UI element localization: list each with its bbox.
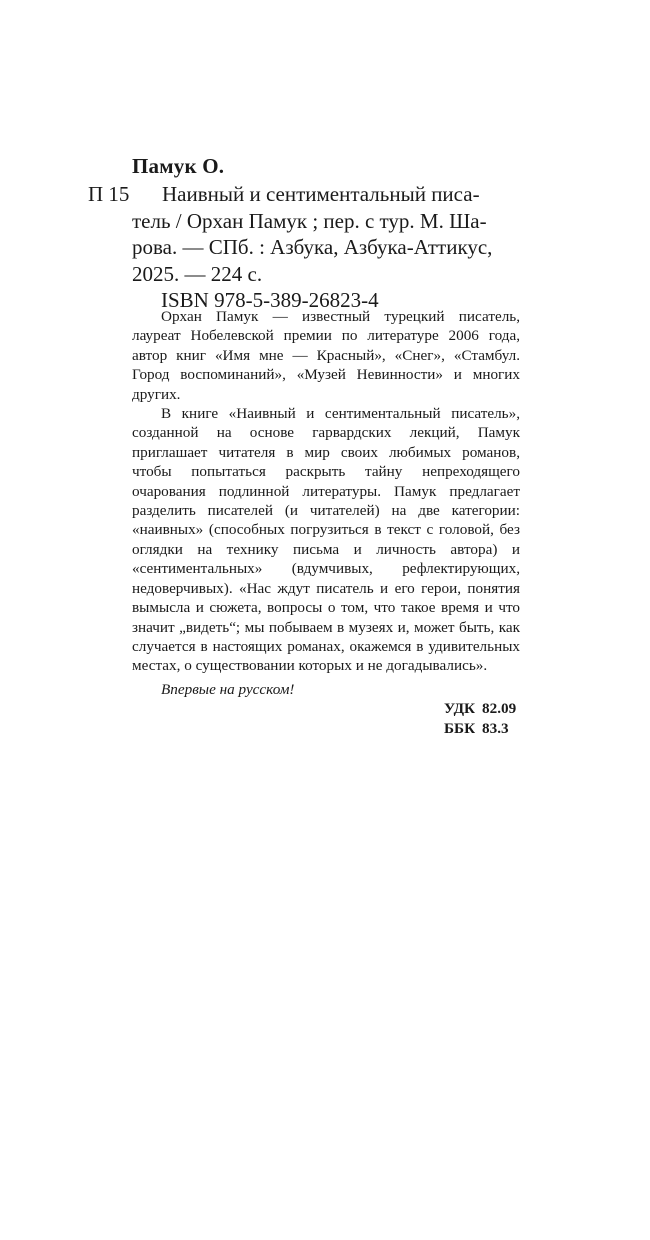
bbk-value: 83.3 <box>482 719 509 737</box>
udk-value: 82.09 <box>482 700 517 717</box>
title-line-text: Наивный и сентиментальный писа- <box>162 182 480 206</box>
first-edition-note: Впервые на русском! <box>161 681 295 698</box>
udk-label: УДК <box>444 700 476 717</box>
isbn: ISBN 978-5-389-26823-4 <box>161 288 379 312</box>
title-description <box>132 181 520 287</box>
title-line: тель / Орхан Памук ; пер. с тур. М. Ша- <box>132 208 487 233</box>
call-number: П 15 <box>88 182 130 206</box>
classification-codes <box>444 699 516 738</box>
annotation-paragraph: Орхан Памук — известный турецкий писатель, лауреат Нобелевской премии по литературе 2006 года, автор книг «Имя мне — Красный», «Снег», «Стамбул. Город воспоминаний», «Музей Невинности» и многих других. <box>132 308 520 403</box>
annotation <box>132 307 520 676</box>
author-heading: Памук О. <box>132 154 225 178</box>
bbk-row <box>444 719 516 739</box>
bbk-label: ББК <box>444 719 476 737</box>
annotation-paragraph: В книге «Наивный и сентиментальный писатель», созданной на основе гарвардских лекций, Памук приглашает читателя в мир своих любимых романов, чтобы попытаться раскрыть тайну непреходящего очарования подлинной литературы. Памук предлагает разделить писателей (и читателей) на две категории: «наивных» (способных погрузиться в текст с головой, без оглядки на технику письма и личность автора) и «сентиментальных» (вдумчивых, рефлектирующих, недоверчивых). «Нас ждут писатель и его герои, понятия вымысла и сюжета, вопросы о том, что такое время и что значит „видеть“; мы побываем в музеях и, может быть, как случается в настоящих романах, окажемся в удивительных местах, о существовании которых и не догадывались». <box>132 405 520 675</box>
udk-row <box>444 699 516 719</box>
title-line: рова. — СПб. : Азбука, Азбука-Аттикус, <box>132 235 493 259</box>
title-line <box>132 181 520 208</box>
title-line: 2025. — 224 с. <box>132 261 263 286</box>
